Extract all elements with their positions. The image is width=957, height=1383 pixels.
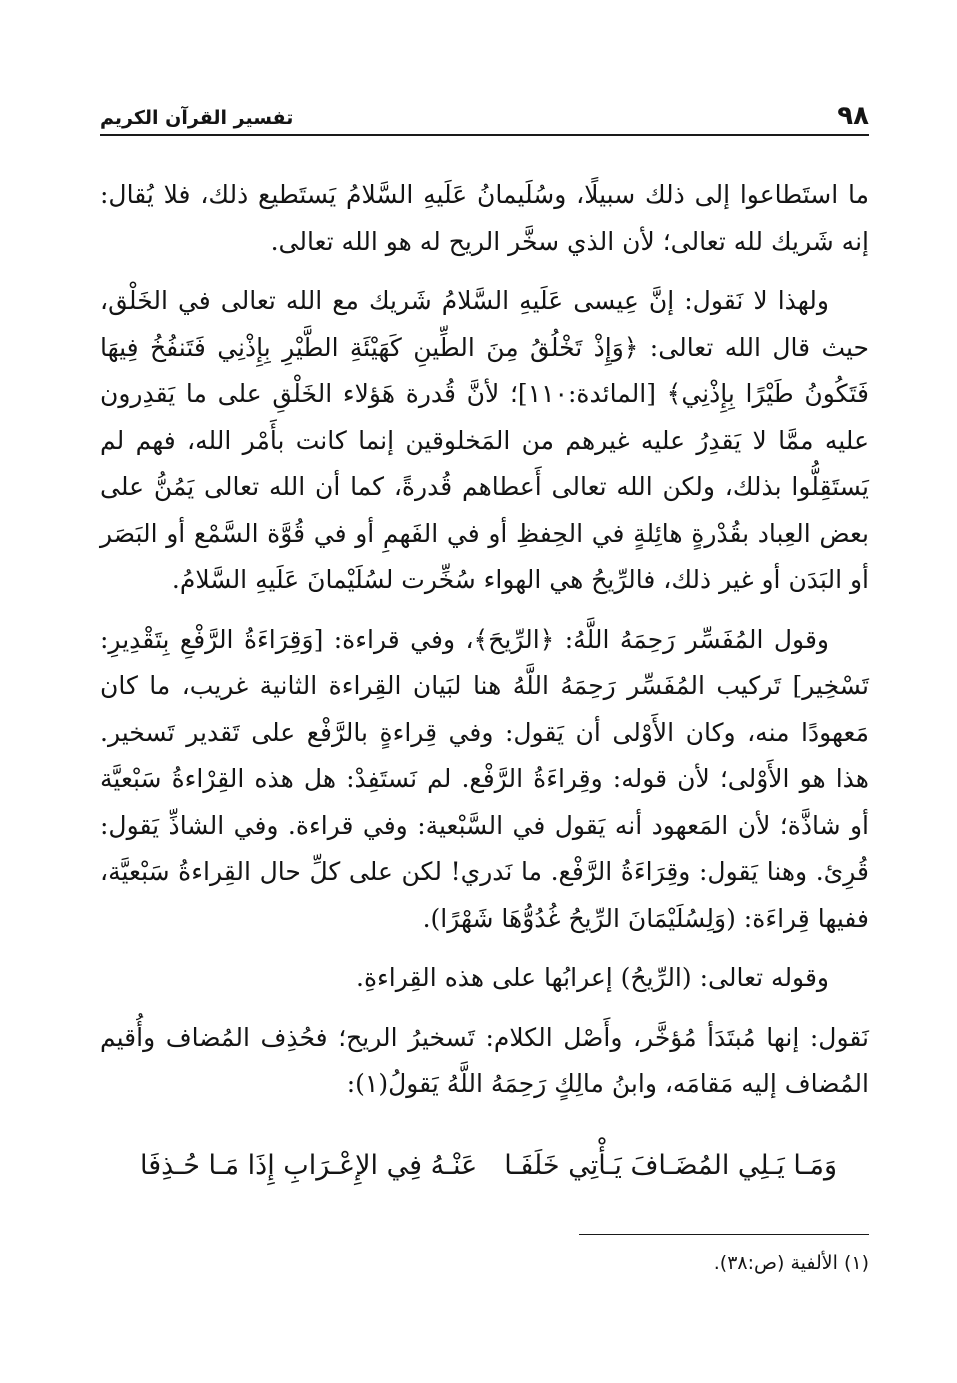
paragraph-3: وقول المُفَسِّر رَحِمَهُ اللَّهُ: ﴿الرِّيحَ﴾، وفي قراءة: [وَقِرَاءَةُ الرَّفْعِ بِتَقْدِيرِ: تَسْخِير] تَركيب المُفَسِّر رَحِمَهُ اللَّهُ هنا لبَيان القِراءة الثانية غريب، ما كان مَعهودًا منه، وكان الأَوْلى أن يَقول: وفي قِراءةٍ بالرَّفْع على تَقدير تَسخير. هذا هو الأَوْلى؛ لأن قوله: وقِراءَةُ الرَّفْع. لم نَستَفِدْ: هل هذه القِرْاءةُ سَبْعيَّة أو شاذَّة؛ لأن المَعهود أنه يَقول في السَّبْعية: وفي قراءة. وفي الشاذِّ يَقول: قُرِئ. وهنا يَقول: وقِرَاءَةُ الرَّفْع. ما نَدري! لكن على كلِّ حال القِراءةُ سَبْعيَّة، ففيها قِراءَة: (وَلِسُلَيْمَانَ الرِّيحُ غُدُوُّهَا شَهْرًا). <box>100 624 869 933</box>
paragraph-4: وقوله تعالى: (الرِّيحُ) إعرابُها على هذه القِراءةِ. <box>356 963 829 992</box>
footnote-divider <box>579 1234 869 1235</box>
paragraph-5: نَقول: إنها مُبتَدَأ مُؤخَّر، وأَصْل الكلام: تَسخيرُ الريح؛ فحُذِف المُضاف وأُقيم المُضاف إليه مَقامَه، وابنُ مالِكٍ رَحِمَهُ اللَّهُ يَقولُ(١): <box>100 1022 869 1098</box>
page-number: ٩٨ <box>837 101 869 131</box>
footnote: (١) الألفية (ص:٣٨). <box>713 1252 869 1274</box>
poetry-verse <box>140 1150 837 1181</box>
body-text <box>100 172 869 1108</box>
verse-first-hemistich: وَمَـا يَـلِي المُضَـافَ يَـأْتِي خَلَفَـا <box>504 1150 837 1181</box>
verse-second-hemistich: عَنْـهُ فِي الإِعْـرَابِ إِذَا مَـا حُـذِفَا <box>140 1150 478 1181</box>
page-header <box>100 100 869 136</box>
paragraph-1: ما استَطاعوا إلى ذلك سبيلًا، وسُلَيمانُ عَلَيهِ السَّلامُ يَستَطيع ذلك، فلا يُقال: إنه شَريك لله تعالى؛ لأن الذي سخَّر الريح له هو الله تعالى. <box>100 180 869 256</box>
running-title: تفسير القرآن الكريم <box>100 107 294 129</box>
paragraph-2: ولهذا لا نَقول: إنَّ عِيسى عَلَيهِ السَّلامُ شَريك مع الله تعالى في الخَلْق، حيث قال الله تعالى: ﴿وَإِذْ تَخْلُقُ مِنَ الطِّينِ كَهَيْئَةِ الطَّيْرِ بِإِذْنِي فَتَنفُخُ فِيهَا فَتَكُونُ طَيْرًا بِإِذْنِي﴾ [المائدة:١١٠]؛ لأنَّ قُدرة هَؤلاء الخَلْقِ على ما يَقدِرون عليه ممَّا لا يَقدِرُ عليه غيرهم من المَخلوقين إنما كانت بأَمْر الله، فهم لم يَستَقِلُّوا بذلك، ولكن الله تعالى أَعطاهم قُدرةً، كما أن الله تعالى يَمُنُّ على بعض العِباد بقُدْرةٍ هائِلةٍ في الحِفظِ أو في الفَهمِ أو في قُوَّة السَّمْع أو البَصَر أو البَدَن أو غير ذلك، فالرِّيحُ هي الهواء سُخِّرت لسُلَيْمانَ عَلَيهِ السَّلامُ. <box>100 286 869 594</box>
